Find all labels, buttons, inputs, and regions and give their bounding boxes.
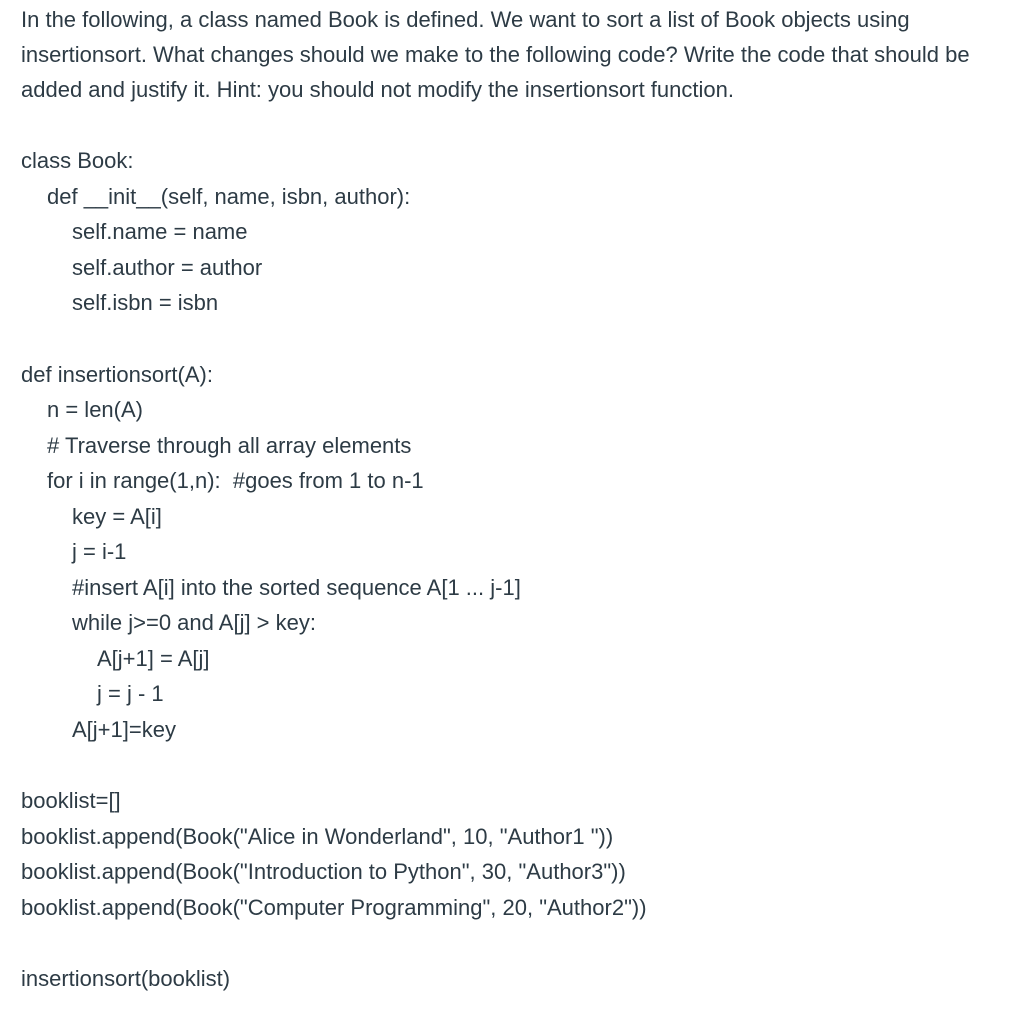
code-line: class Book: (21, 148, 134, 173)
code-line: # Traverse through all array elements (47, 432, 412, 458)
code-line: booklist.append(Book("Computer Programming", 20, "Author2")) (21, 894, 647, 920)
code-line: booklist=[] (21, 788, 121, 813)
code-line: A[j+1]=key (72, 716, 176, 742)
document (21, 0, 1001, 997)
code-line: self.author = author (72, 254, 263, 280)
code-block-class-def (21, 143, 1001, 321)
code-line: booklist.append(Book("Introduction to Python", 30, "Author3")) (21, 859, 626, 884)
spacer (21, 747, 1001, 783)
spacer (21, 107, 1001, 143)
code-block-insertionsort (21, 357, 1001, 748)
code-line: def insertionsort(A): (21, 361, 213, 387)
code-line: j = j - 1 (97, 681, 164, 706)
code-line: #insert A[i] into the sorted sequence A[1 ... j-1] (72, 574, 521, 600)
code-line: booklist.append(Book("Alice in Wonderland", 10, "Author1 ")) (21, 823, 614, 849)
spacer (21, 925, 1001, 961)
spacer (21, 321, 1001, 357)
question-text: In the following, a class named Book is defined. We want to sort a list of Book objects using insertionsort. What changes should we make to the following code? Write the code that should be added and justify it. Hint: you should not modify the insertionsort function. (21, 7, 970, 102)
code-line: insertionsort(booklist) (21, 966, 231, 991)
code-line: def __init__(self, name, isbn, author): (47, 183, 411, 209)
code-line: A[j+1] = A[j] (97, 645, 210, 671)
code-line: j = i-1 (72, 539, 127, 564)
code-line: for i in range(1,n): #goes from 1 to n-1 (47, 468, 424, 493)
code-line: self.name = name (72, 219, 248, 244)
code-block-booklist (21, 783, 1001, 925)
code-line: key = A[i] (72, 503, 162, 529)
code-line: n = len(A) (47, 397, 143, 422)
code-block-call (21, 961, 1001, 997)
code-line: while j>=0 and A[j] > key: (72, 610, 316, 635)
code-line: self.isbn = isbn (72, 290, 219, 315)
